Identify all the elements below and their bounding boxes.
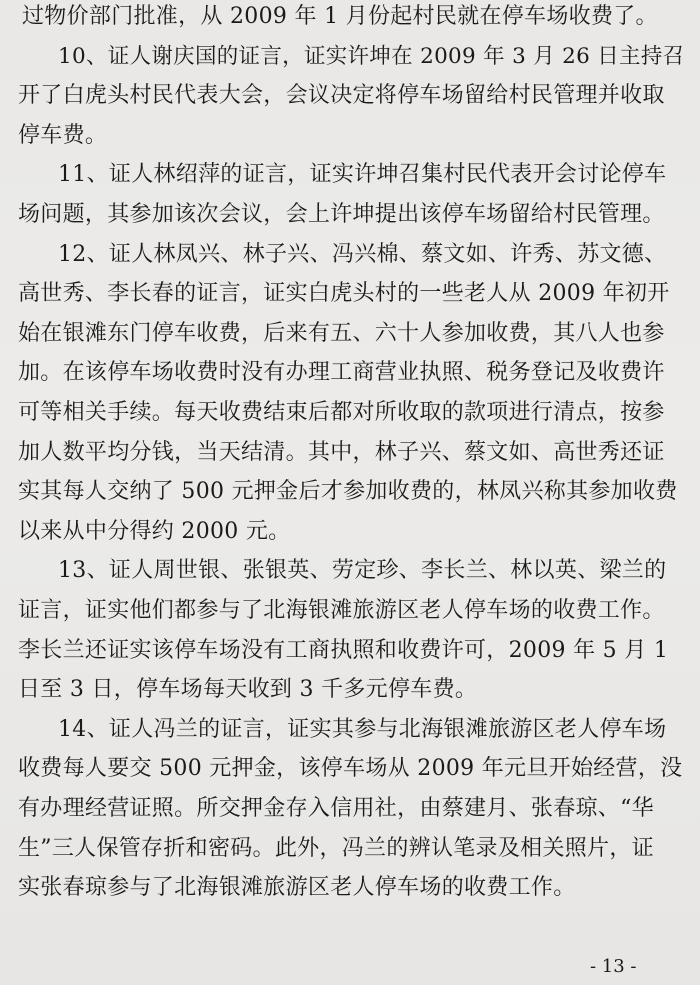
text-line: 加人数平均分钱，当天结清。其中，林子兴、蔡文如、高世秀还证 — [18, 440, 665, 465]
page-number: - 13 - — [590, 956, 637, 977]
text-line: 实其每人交纳了 500 元押金后才参加收费的，林凤兴称其参加收费 — [18, 479, 678, 504]
text-line: 高世秀、李长春的证言，证实白虎头村的一些老人从 2009 年初开 — [18, 281, 670, 306]
text-line: 10、证人谢庆国的证言，证实许坤在 2009 年 3 月 26 日主持召 — [58, 44, 685, 69]
text-line: 停车费。 — [18, 123, 108, 148]
text-line: 始在银滩东门停车收费，后来有五、六十人参加收费，其八人也参 — [18, 321, 665, 346]
text-line: 李长兰还证实该停车场没有工商执照和收费许可，2009 年 5 月 1 — [18, 638, 669, 663]
text-line: 13、证人周世银、张银英、劳定珍、李长兰、林以英、梁兰的 — [58, 558, 667, 583]
text-line: 收费每人要交 500 元押金，该停车场从 2009 年元旦开始经营，没 — [18, 756, 683, 781]
text-line: 加。在该停车场收费时没有办理工商营业执照、税务登记及收费许 — [18, 360, 665, 385]
text-line: 有办理经营证照。所交押金存入信用社，由蔡建月、张春琼、“华 — [18, 796, 654, 821]
text-line: 11、证人林绍萍的证言，证实许坤召集村民代表开会讨论停车 — [58, 162, 667, 187]
text-line: 开了白虎头村民代表大会，会议决定将停车场留给村民管理并收取 — [18, 83, 665, 108]
text-line: 以来从中分得约 2000 元。 — [18, 519, 291, 544]
text-line: 场问题，其参加该次会议，会上许坤提出该停车场留给村民管理。 — [18, 202, 665, 227]
text-line: 12、证人林凤兴、林子兴、冯兴棉、蔡文如、许秀、苏文德、 — [58, 242, 667, 267]
text-line: 生”三人保管存折和密码。此外，冯兰的辨认笔录及相关照片，证 — [18, 836, 654, 861]
text-line: 实张春琼参与了北海银滩旅游区老人停车场的收费工作。 — [18, 875, 576, 900]
text-line: 日至 3 日，停车场每天收到 3 千多元停车费。 — [18, 677, 478, 702]
text-line: 14、证人冯兰的证言，证实其参与北海银滩旅游区老人停车场 — [58, 717, 667, 742]
text-line: 可等相关手续。每天收费结束后都对所收取的款项进行清点，按参 — [18, 400, 665, 425]
text-line: 证言，证实他们都参与了北海银滩旅游区老人停车场的收费工作。 — [18, 598, 665, 623]
text-line: 过物价部门批准，从 2009 年 1 月份起村民就在停车场收费了。 — [22, 4, 658, 29]
